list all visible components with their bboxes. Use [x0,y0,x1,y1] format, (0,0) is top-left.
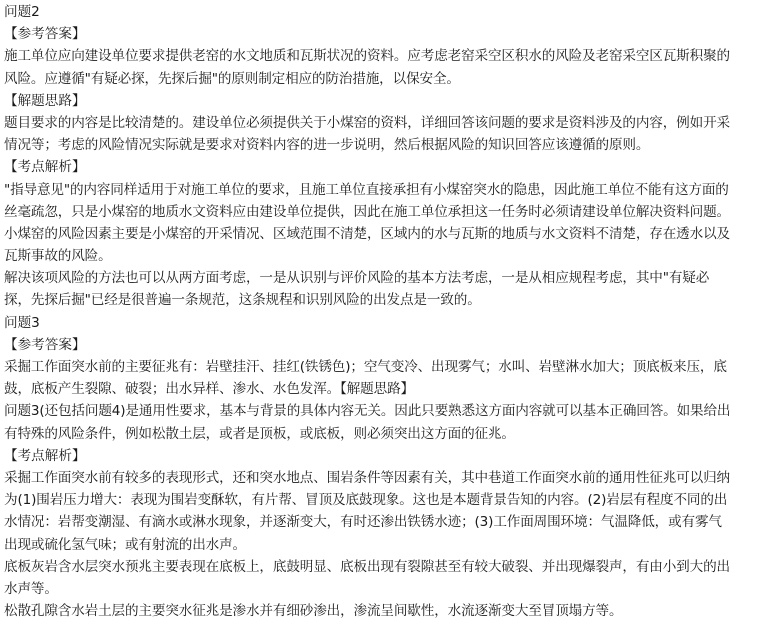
paragraph-line: 施工单位应向建设单位要求提供老窑的水文地质和瓦斯状况的资料。应考虑老窑采空区积水的风险及老窑采空区瓦斯积聚的 [4,48,730,65]
paragraph-line: 小煤窑的风险因素主要是小煤窑的开采情况、区域范围不清楚，区域内的水与瓦斯的地质与水文资料不清楚，存在透水以及 [4,225,730,242]
solution-approach-heading: 【解题思路】 [4,92,86,109]
paragraph-line: 底板灰岩含水层突水预兆主要表现在底板上，底鼓明显、底板出现有裂隙甚至有较大破裂、并出现爆裂声，有由小到大的出 [4,558,730,575]
paragraph-line: 探，先探后掘"已经是很普遍一条规范，这条规程和识别风险的出发点是一致的。 [4,292,481,309]
question-2-heading: 问题2 [4,4,40,20]
question-3-heading: 问题3 [4,314,40,331]
reference-answer-heading: 【参考答案】 [4,26,86,43]
paragraph-line: 瓦斯事故的风险。 [4,248,112,265]
key-point-analysis-heading: 【考点解析】 [4,159,86,176]
paragraph-line: "指导意见"的内容同样适用于对施工单位的要求，且施工单位直接承担有小煤窑突水的隐患，因此施工单位不能有这方面的 [4,181,729,198]
paragraph-line: 水声等。 [4,580,58,597]
reference-answer-heading: 【参考答案】 [4,336,86,353]
paragraph-line: 问题3(还包括问题4)是通用性要求，基本与背景的具体内容无关。因此只要熟悉这方面内容就可以基本正确回答。如果给出 [4,403,731,420]
paragraph-line: 情况等；考虑的风险情况实际就是要求对资料内容的进一步说明，然后根据风险的知识回答应该遵循的原则。 [4,137,650,154]
paragraph-line: 解决该项风险的方法也可以从两方面考虑，一是从识别与评价风险的基本方法考虑，一是从相应规程考虑，其中"有疑必 [4,270,710,287]
paragraph-line: 水情况：岩帮变潮湿、有滴水或淋水现象，并逐渐变大，有时还渗出铁锈水迹；(3)工作面周围环境：气温降低，或有雾气 [4,514,722,531]
paragraph-line: 丝毫疏忽，只是小煤窑的地质水文资料应由建设单位提供，因此在施工单位承担这一任务时必须请建设单位解决资料问题。 [4,203,730,220]
paragraph-line: 采掘工作面突水前有较多的表现形式，还和突水地点、围岩条件等因素有关，其中巷道工作面突水前的通用性征兆可以归纳 [4,469,730,486]
paragraph-line: 为(1)围岩压力增大：表现为围岩变酥软，有片帮、冒顶及底鼓现象。这也是本题背景告知的内容。(2)岩层有程度不同的出 [4,492,728,509]
paragraph-line: 题目要求的内容是比较清楚的。建设单位必须提供关于小煤窑的资料，详细回答该问题的要求是资料涉及的内容，例如开采 [4,114,730,131]
paragraph-line: 出现或硫化氢气味；或有射流的出水声。 [4,536,246,553]
key-point-analysis-heading: 【考点解析】 [4,447,86,464]
paragraph-line: 风险。应遵循"有疑必探，先探后掘"的原则制定相应的防治措施，以保安全。 [4,70,460,87]
paragraph-line: 松散孔隙含水岩土层的主要突水征兆是渗水并有细砂渗出，渗流呈间歇性，水流逐渐变大至冒顶塌方等。 [4,603,623,620]
paragraph-line: 有特殊的风险条件，例如松散土层，或者是顶板，或底板，则必须突出这方面的征兆。 [4,425,515,442]
paragraph-line: 采掘工作面突水前的主要征兆有：岩壁挂汗、挂红(铁锈色)；空气变冷、出现雾气；水叫、岩壁淋水加大；顶底板来压，底 [4,359,727,375]
paragraph-line: 鼓，底板产生裂隙、破裂；出水异样、渗水、水色发浑。【解题思路】 [4,381,414,398]
